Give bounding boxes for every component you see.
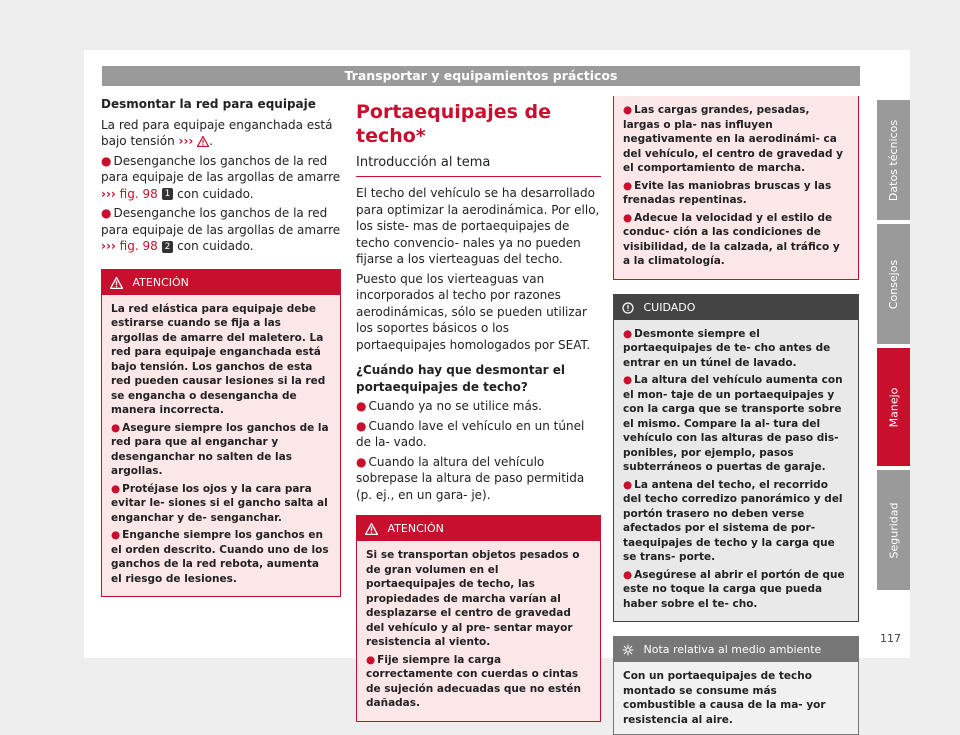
intro-paragraph: La red para equipaje enganchada está bajo tensión ››› . bbox=[101, 117, 333, 148]
list-item: ● Adecue la velocidad y el estilo de conduc- ción a las condiciones de visibilidad, de la calzada, al tráfico y a la climatología. bbox=[623, 211, 840, 267]
figure-link[interactable]: fig. 98 bbox=[119, 239, 158, 253]
list-item: ● Protéjase los ojos y la cara para evitar le- siones si el gancho salta al enganchar y de- senganchar. bbox=[111, 482, 328, 524]
environment-note-header: Nota relativa al medio ambiente bbox=[614, 637, 858, 662]
warning-triangle-icon bbox=[110, 277, 123, 289]
question-heading: ¿Cuándo hay que desmontar el portaequipajes de techo? bbox=[356, 363, 566, 394]
warning-header: ATENCIÓN bbox=[357, 516, 600, 541]
list-item: ● Desmonte siempre el portaequipajes de te- cho antes de entrar en un túnel de lavado. bbox=[623, 327, 831, 369]
arrow-link[interactable]: ››› bbox=[101, 186, 116, 201]
arrow-link[interactable]: ››› bbox=[101, 239, 116, 253]
list-item: ● La altura del vehículo aumenta con el mon- taje de un portaequipajes y con la carga que se transporte sobre el mismo. Compare la al- tura del vehículo con las alturas de paso dis- ponibles, por ejemplo, pasos subterráneos o puertas de garaje. bbox=[623, 374, 843, 473]
tab-manejo[interactable]: Manejo bbox=[877, 348, 910, 466]
paragraph: El techo del vehículo se ha desarrollado para optimizar la aerodinámica. Por ello, los siste- mas de portaequipajes de techo convencio- nales ya no pueden fijarse a los vierteaguas del techo. bbox=[356, 186, 600, 266]
list-item: ● Enganche siempre los ganchos en el orden descrito. Cuando uno de los ganchos de la red rebota, aumenta el riesgo de lesiones. bbox=[111, 529, 329, 585]
warning-body: La red elástica para equipaje debe estirarse cuando se fija a las argollas de amarre del maletero. La red para equipaje enganchada está bajo tensión. Los ganchos de esta red pueden causar lesiones si la red se engancha o desengancha de manera incorrecta. ● Asegure siempre los ganchos de la red para que al enganchar y desenganchar no salten de las argollas. ● Protéjase los ojos y la cara para evitar le- siones si el gancho salta al enganchar y de- senganchar. ● Enganche siempre los ganchos en el orden descrito. Cuando uno de los ganchos de la red rebota, aumenta el riesgo de lesiones. bbox=[102, 295, 340, 597]
paragraph: Puesto que los vierteaguas van incorporados al techo por razones aerodinámicas, sólo se pueden utilizar los soportes básicos o los portaequipajes homologados por SEAT. bbox=[356, 271, 591, 352]
tab-seguridad[interactable]: Seguridad bbox=[877, 470, 910, 590]
list-item: ● Asegure siempre los ganchos de la red para que al enganchar y desenganchar no salten de las argollas. bbox=[111, 421, 329, 477]
caution-box bbox=[613, 294, 859, 623]
environment-note-box bbox=[613, 636, 859, 735]
callout-badge: 1 bbox=[162, 188, 174, 200]
section-header: Transportar y equipamientos prácticos bbox=[102, 66, 860, 86]
list-item: ● Cuando ya no se utilice más. bbox=[356, 399, 542, 413]
figure-link[interactable]: fig. 98 bbox=[119, 186, 158, 201]
list-item: ● Fije siempre la carga correctamente con cuerdas o cintas de sujeción adecuadas que no estén dañadas. bbox=[366, 653, 582, 709]
warning-triangle-icon bbox=[197, 136, 209, 147]
environment-note-body: Con un portaequipajes de techo montado se consume más combustible a causa de la ma- yor resistencia al aire. bbox=[623, 670, 826, 726]
warning-header: ATENCIÓN bbox=[102, 270, 340, 295]
column-3 bbox=[613, 96, 859, 735]
info-circle-icon bbox=[622, 302, 634, 314]
page-title: Portaequipajes de techo* bbox=[356, 101, 552, 147]
arrow-link[interactable]: ››› bbox=[178, 134, 194, 148]
list-item: ● Evite las maniobras bruscas y las frenadas repentinas. bbox=[623, 179, 832, 206]
list-item: ● Cuando la altura del vehículo sobrepase la altura de paso permitida (p. ej., en un gara- je). bbox=[356, 454, 585, 502]
warning-box bbox=[101, 269, 341, 598]
list-item: ● Asegúrese al abrir el portón de que este no toque la carga que pueda haber sobre el te- cho. bbox=[623, 568, 845, 610]
list-item: ● La antena del techo, el recorrido del techo corredizo panorámico y del portón trasero no deben verse afectados por el sistema de por- taequipajes de techo y la carga que se trans- porte. bbox=[623, 478, 843, 563]
list-item: ● Las cargas grandes, pesadas, largas o pla- nas influyen negativamente en la aerodinámi- ca del vehículo, el centro de gravedad y el comportamiento de marcha. bbox=[623, 104, 844, 174]
warning-body bbox=[614, 96, 858, 279]
warning-box-continued bbox=[613, 96, 859, 280]
list-item: ● Desenganche los ganchos de la red para equipaje de las argollas de amarre ››› fig. 98 2 con cuidado. bbox=[101, 206, 341, 253]
list-item: ● Cuando lave el vehículo en un túnel de la- vado. bbox=[356, 418, 585, 449]
subtitle: Introducción al tema bbox=[356, 154, 601, 177]
page-number: 117 bbox=[880, 632, 901, 645]
caution-header: CUIDADO bbox=[614, 295, 858, 320]
tab-datos-tecnicos[interactable]: Datos técnicos bbox=[877, 100, 910, 220]
tab-consejos[interactable]: Consejos bbox=[877, 224, 910, 344]
caution-body bbox=[614, 320, 858, 622]
callout-badge: 2 bbox=[162, 241, 174, 253]
column-1 bbox=[101, 96, 341, 597]
section-heading: Desmontar la red para equipaje bbox=[101, 97, 316, 111]
leaf-icon bbox=[622, 644, 634, 656]
list-item: ● Desenganche los ganchos de la red para equipaje de las argollas de amarre ››› fig. 98 1 con cuidado. bbox=[101, 153, 341, 201]
warning-triangle-icon bbox=[365, 523, 378, 535]
warning-box bbox=[356, 515, 601, 722]
column-2 bbox=[356, 100, 601, 722]
warning-body: Si se transportan objetos pesados o de gran volumen en el portaequipajes de techo, las propiedades de marcha varían al desplazarse el centro de gravedad del vehículo y al pre- sentar mayor resistencia al viento. ● Fije siempre la carga correctamente con cuerdas o cintas de sujeción adecuadas que no estén dañadas. bbox=[357, 541, 600, 721]
